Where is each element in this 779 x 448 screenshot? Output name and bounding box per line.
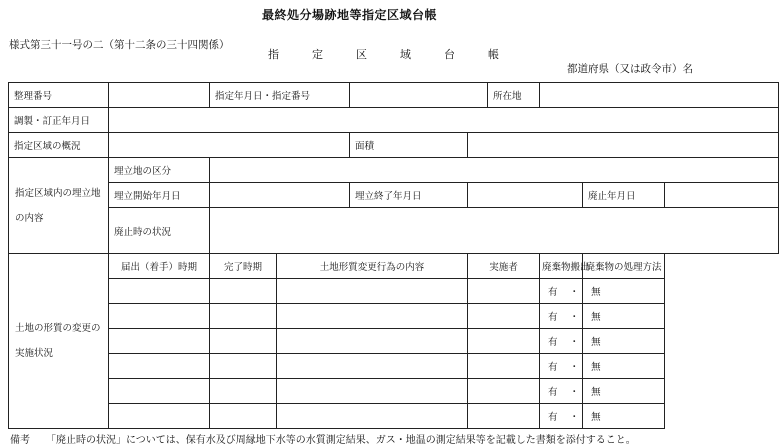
remarks-label: 備考 (10, 435, 30, 446)
change-content-cell[interactable] (277, 379, 468, 404)
landfill-end-field[interactable] (468, 183, 583, 208)
waste-removal-choice[interactable] (540, 304, 601, 329)
separator-dot: ・ (569, 337, 580, 348)
remarks-text: 「廃止時の状況」については、保有水及び周縁地下水等の水質測定結果、ガス・地温の測定結果等を記載した書類を添付すること。 (46, 435, 636, 446)
closure-date-label: 廃止年月日 (583, 183, 665, 208)
notification-cell[interactable] (109, 404, 210, 429)
no-option[interactable]: 無 (591, 412, 601, 423)
no-option[interactable]: 無 (591, 362, 601, 373)
subtitle-char: 定 (312, 48, 323, 61)
ledger-table (8, 82, 779, 429)
table-row (9, 329, 779, 354)
change-content-cell[interactable] (277, 404, 468, 429)
prefecture-label: 都道府県（又は政令市）名 (567, 63, 693, 75)
ledger-subtitle (268, 46, 532, 62)
no-option[interactable]: 無 (591, 387, 601, 398)
change-content-cell[interactable] (277, 304, 468, 329)
landfill-end-label: 埋立終了年月日 (350, 183, 468, 208)
no-option[interactable]: 無 (591, 312, 601, 323)
ledger-title: 最終処分場跡地等指定区域台帳 (261, 8, 437, 22)
yes-option[interactable]: 有 (548, 312, 558, 323)
revision-date-label: 調製・訂正年月日 (9, 108, 109, 133)
col-change-content: 土地形質変更行為の内容 (277, 254, 468, 279)
table-row (9, 304, 779, 329)
notification-cell[interactable] (109, 354, 210, 379)
separator-dot: ・ (569, 312, 580, 323)
yes-option[interactable]: 有 (548, 387, 558, 398)
closure-status-field[interactable] (210, 208, 779, 254)
yes-option[interactable]: 有 (548, 412, 558, 423)
separator-dot: ・ (569, 387, 580, 398)
mgmt-no-field[interactable] (109, 83, 210, 108)
completion-cell[interactable] (210, 279, 277, 304)
overview-label: 指定区域の概況 (9, 133, 109, 158)
landfill-start-field[interactable] (210, 183, 350, 208)
separator-dot: ・ (569, 362, 580, 373)
area-field[interactable] (468, 133, 779, 158)
waste-removal-choice[interactable] (540, 379, 601, 404)
landfill-start-label: 埋立開始年月日 (109, 183, 210, 208)
implementer-cell[interactable] (468, 304, 540, 329)
col-waste-removal: 廃棄物搬出 (540, 254, 583, 279)
closure-date-field[interactable] (665, 183, 779, 208)
notification-cell[interactable] (109, 279, 210, 304)
yes-option[interactable]: 有 (548, 287, 558, 298)
no-option[interactable]: 無 (591, 287, 601, 298)
landfill-group-label: 指定区域内の埋立地の内容 (9, 158, 109, 254)
completion-cell[interactable] (210, 354, 277, 379)
form-number: 様式第三十一号の二（第十二条の三十四関係） (9, 39, 230, 51)
col-implementer: 実施者 (468, 254, 540, 279)
implementer-cell[interactable] (468, 329, 540, 354)
yes-option[interactable]: 有 (548, 337, 558, 348)
completion-cell[interactable] (210, 304, 277, 329)
table-row (9, 279, 779, 304)
subtitle-char: 指 (268, 48, 279, 61)
landfill-category-field[interactable] (210, 158, 779, 183)
separator-dot: ・ (569, 412, 580, 423)
waste-removal-choice[interactable] (540, 279, 601, 304)
area-label: 面積 (350, 133, 468, 158)
implementer-cell[interactable] (468, 354, 540, 379)
col-notification-timing: 届出（着手）時期 (109, 254, 210, 279)
notification-cell[interactable] (109, 304, 210, 329)
notification-cell[interactable] (109, 329, 210, 354)
change-content-cell[interactable] (277, 354, 468, 379)
closure-status-label: 廃止時の状況 (109, 208, 210, 254)
subtitle-char: 区 (356, 48, 367, 61)
subtitle-char: 帳 (488, 48, 499, 61)
table-row (9, 404, 779, 429)
mgmt-no-label: 整理番号 (9, 83, 109, 108)
implementer-cell[interactable] (468, 379, 540, 404)
no-option[interactable]: 無 (591, 337, 601, 348)
designation-label: 指定年月日・指定番号 (210, 83, 350, 108)
implementer-cell[interactable] (468, 279, 540, 304)
waste-removal-choice[interactable] (540, 329, 601, 354)
completion-cell[interactable] (210, 379, 277, 404)
table-row (9, 354, 779, 379)
separator-dot: ・ (569, 287, 580, 298)
remarks (10, 431, 636, 446)
change-content-cell[interactable] (277, 279, 468, 304)
overview-field[interactable] (109, 133, 350, 158)
yes-option[interactable]: 有 (548, 362, 558, 373)
completion-cell[interactable] (210, 404, 277, 429)
location-field[interactable] (540, 83, 779, 108)
designation-field[interactable] (350, 83, 488, 108)
change-content-cell[interactable] (277, 329, 468, 354)
waste-removal-choice[interactable] (540, 404, 601, 429)
subtitle-char: 台 (444, 48, 455, 61)
revision-date-field[interactable] (109, 108, 779, 133)
completion-cell[interactable] (210, 329, 277, 354)
landfill-category-label: 埋立地の区分 (109, 158, 210, 183)
waste-removal-choice[interactable] (540, 354, 601, 379)
location-label: 所在地 (488, 83, 540, 108)
land-change-group-label: 土地の形質の変更の実施状況 (9, 254, 109, 429)
subtitle-char: 域 (400, 48, 411, 61)
col-completion-timing: 完了時期 (210, 254, 277, 279)
table-row (9, 379, 779, 404)
col-waste-treatment: 廃棄物の処理方法 (583, 254, 665, 279)
implementer-cell[interactable] (468, 404, 540, 429)
notification-cell[interactable] (109, 379, 210, 404)
